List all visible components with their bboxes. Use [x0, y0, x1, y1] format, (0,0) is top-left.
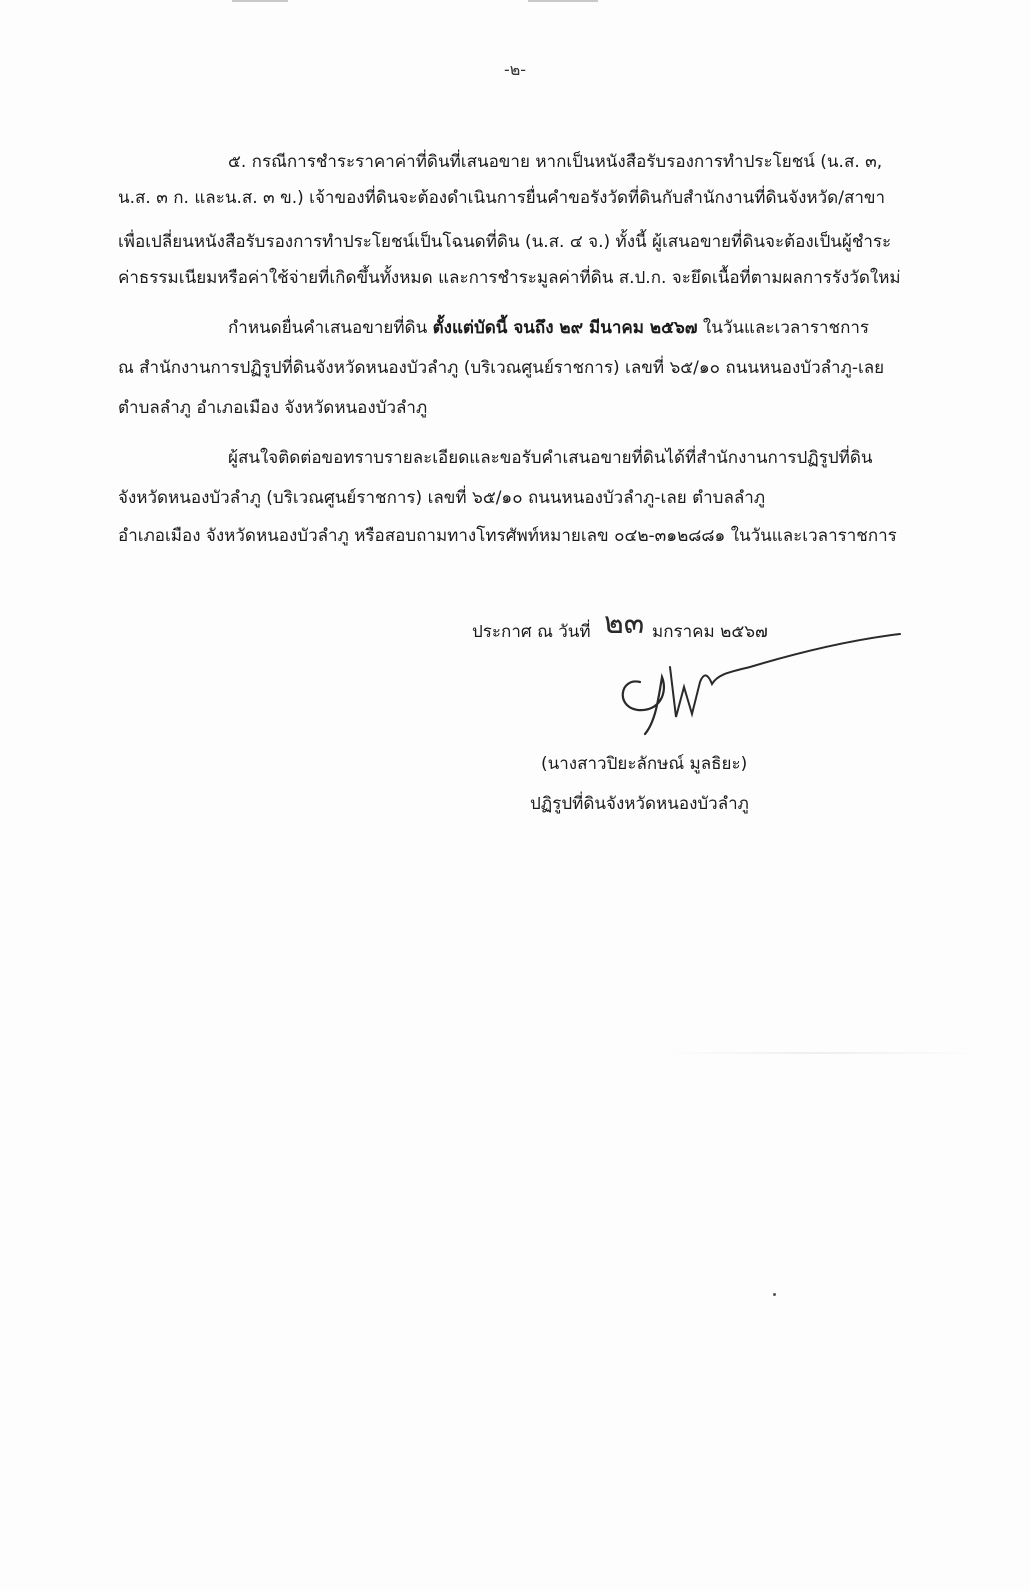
page-number: -๒- [503, 60, 527, 79]
paragraph-line: ๕. กรณีการชำระราคาค่าที่ดินที่เสนอขาย หากเป็นหนังสือรับรองการทำประโยชน์ (น.ส. ๓, [228, 152, 883, 172]
deadline-intro: กำหนดยื่นคำเสนอขายที่ดิน [228, 318, 433, 338]
scan-streak [660, 1052, 980, 1054]
paragraph-line [228, 316, 869, 340]
paragraph-line: ค่าธรรมเนียมหรือค่าใช้จ่ายที่เกิดขึ้นทั้งหมด และการชำระมูลค่าที่ดิน ส.ป.ก. จะยึดเนื้อที่ตามผลการรังวัดใหม่ [118, 268, 901, 288]
announcement-month-year: มกราคม ๒๕๖๗ [652, 622, 768, 642]
paragraph-line: น.ส. ๓ ก. และน.ส. ๓ ข.) เจ้าของที่ดินจะต้องดำเนินการยื่นคำขอรังวัดที่ดินกับสำนักงานที่ดินจังหวัด/สาขา [118, 188, 886, 208]
paragraph-line: จังหวัดหนองบัวลำภู (บริเวณศูนย์ราชการ) เลขที่ ๖๕/๑๐ ถนนหนองบัวลำภู-เลย ตำบลลำภู [118, 488, 766, 508]
deadline-hours: ในวันและเวลาราชการ [697, 318, 870, 338]
paragraph-line: ณ สำนักงานการปฏิรูปที่ดินจังหวัดหนองบัวลำภู (บริเวณศูนย์ราชการ) เลขที่ ๖๕/๑๐ ถนนหนองบัวลำภู-เลย [118, 358, 885, 378]
announcement-prefix: ประกาศ ณ วันที่ [472, 622, 591, 642]
paragraph-line: ผู้สนใจติดต่อขอทราบรายละเอียดและขอรับคำเสนอขายที่ดินได้ที่สำนักงานการปฏิรูปที่ดิน [228, 448, 873, 468]
deadline-date: ตั้งแต่บัดนี้ จนถึง ๒๙ มีนาคม ๒๕๖๗ [432, 318, 698, 338]
scan-edge-mark [528, 0, 598, 2]
paragraph-line: อำเภอเมือง จังหวัดหนองบัวลำภู หรือสอบถามทางโทรศัพท์หมายเลข ๐๔๒-๓๑๒๘๘๑ ในวันและเวลาราชการ [118, 526, 897, 546]
paragraph-line: ตำบลลำภู อำเภอเมือง จังหวัดหนองบัวลำภู [118, 398, 428, 418]
handwritten-signature [600, 622, 910, 742]
signatory-position: ปฏิรูปที่ดินจังหวัดหนองบัวลำภู [530, 794, 749, 814]
handwritten-day: ๒๓ [604, 606, 645, 641]
paragraph-line: เพื่อเปลี่ยนหนังสือรับรองการทำประโยชน์เป็นโฉนดที่ดิน (น.ส. ๔ จ.) ทั้งนี้ ผู้เสนอขายที่ดินจะต้องเป็นผู้ชำระ [118, 232, 892, 252]
scan-speck [773, 1293, 776, 1296]
signatory-name: (นางสาวปิยะลักษณ์ มูลธิยะ) [541, 754, 748, 774]
scan-edge-mark [232, 0, 288, 2]
